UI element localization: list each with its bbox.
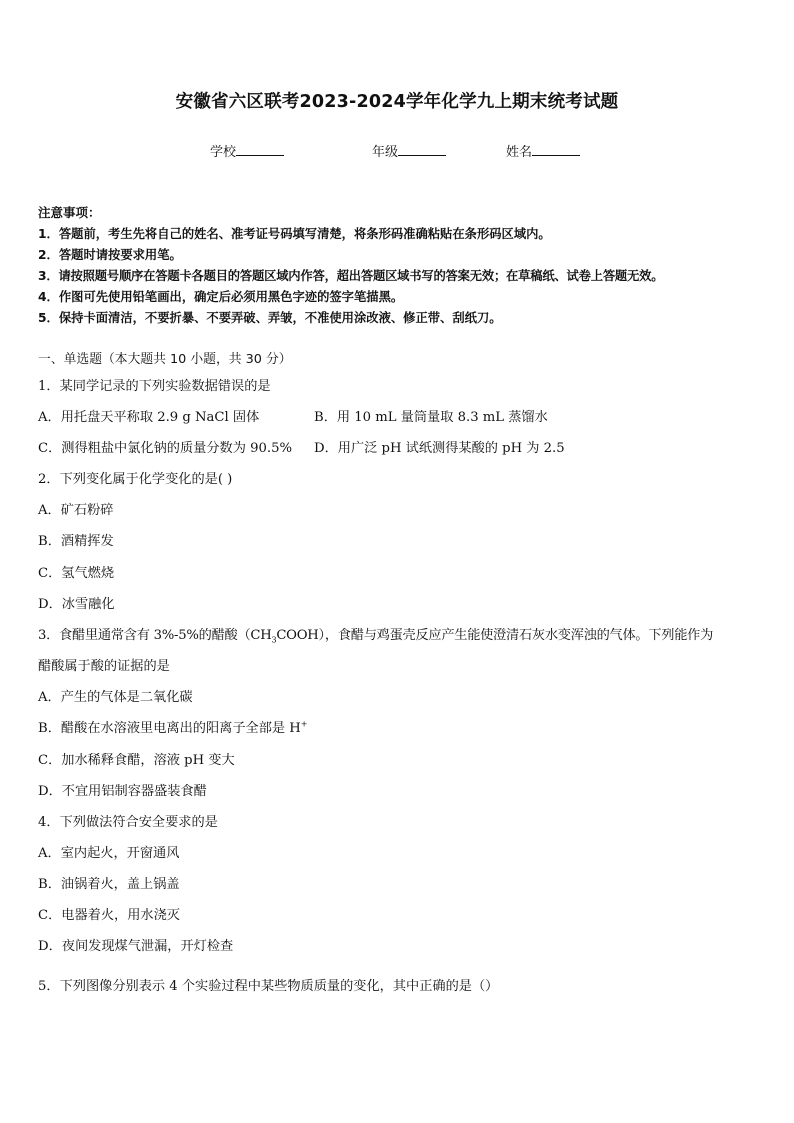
option-d: D．用广泛 pH 试纸测得某酸的 pH 为 2.5 <box>314 441 565 456</box>
option-a: A．矿石粉碎 <box>38 503 114 518</box>
question-stem: 4．下列做法符合安全要求的是 <box>38 815 218 830</box>
name-field <box>506 141 580 160</box>
notice-item: 5．保持卡面清洁，不要折暴、不要弄破、弄皱，不准使用涂改液、修正带、刮纸刀。 <box>38 311 502 325</box>
notice-item: 3．请按照题号顺序在答题卡各题目的答题区域内作答，超出答题区域书写的答案无效；在草稿纸、试卷上答题无效。 <box>38 269 664 283</box>
question-stem <box>38 624 713 645</box>
option-a: A．用托盘天平称取 2.9 g NaCl 固体 <box>38 410 260 425</box>
question-stem: 2．下列变化属于化学变化的是( ) <box>38 472 233 487</box>
notice-item: 4．作图可先使用铅笔画出，确定后必须用黑色字迹的签字笔描黑。 <box>38 290 404 304</box>
grade-field <box>372 141 446 160</box>
superscript: + <box>300 719 308 729</box>
question-stem-continued: 醋酸属于酸的证据的是 <box>38 659 170 674</box>
school-blank <box>236 144 284 156</box>
grade-blank <box>398 144 446 156</box>
option-b: B．用 10 mL 量筒量取 8.3 mL 蒸馏水 <box>314 410 548 425</box>
option-d: D．夜间发现煤气泄漏，开灯检查 <box>38 939 234 954</box>
school-field <box>210 141 284 160</box>
notice-item: 1．答题前，考生先将自己的姓名、准考证号码填写清楚，将条形码准确粘贴在条形码区域内。 <box>38 227 551 241</box>
page-title: 安徽省六区联考2023-2024学年化学九上期末统考试题 <box>175 92 619 112</box>
option-c: C．氢气燃烧 <box>38 566 115 581</box>
option-c: C．测得粗盐中氯化钠的质量分数为 90.5% <box>38 441 292 456</box>
name-blank <box>532 144 580 156</box>
option-b: B．油锅着火，盖上锅盖 <box>38 877 180 892</box>
option-a: A．产生的气体是二氧化碳 <box>38 690 193 705</box>
option-a: A．室内起火，开窗通风 <box>38 846 180 861</box>
option-d: D．冰雪融化 <box>38 597 115 612</box>
question-stem: 1．某同学记录的下列实验数据错误的是 <box>38 379 271 394</box>
option-c: C．加水稀释食醋，溶液 pH 变大 <box>38 753 235 768</box>
question-stem: 5．下列图像分别表示 4 个实验过程中某些物质质量的变化，其中正确的是（） <box>38 979 499 994</box>
stem-part: 3．食醋里通常含有 3%-5%的醋酸（CH <box>38 628 272 643</box>
name-label: 姓名 <box>506 145 533 160</box>
option-text: B．醋酸在水溶液里电离出的阳离子全部是 H <box>38 721 301 736</box>
notice-item: 2．答题时请按要求用笔。 <box>38 248 182 262</box>
subscript: 3 <box>271 635 277 645</box>
notice-title: 注意事项： <box>38 205 101 220</box>
section-title: 一、单选题（本大题共 10 小题，共 30 分） <box>38 352 292 367</box>
option-c: C．电器着火，用水浇灭 <box>38 908 180 923</box>
option-b: B．酒精挥发 <box>38 534 114 549</box>
option-d: D．不宜用铝制容器盛装食醋 <box>38 784 207 799</box>
stem-part: COOH），食醋与鸡蛋壳反应产生能使澄清石灰水变浑浊的气体。下列能作为 <box>276 628 714 643</box>
school-label: 学校 <box>210 145 237 160</box>
grade-label: 年级 <box>372 145 399 160</box>
option-b <box>38 717 307 736</box>
